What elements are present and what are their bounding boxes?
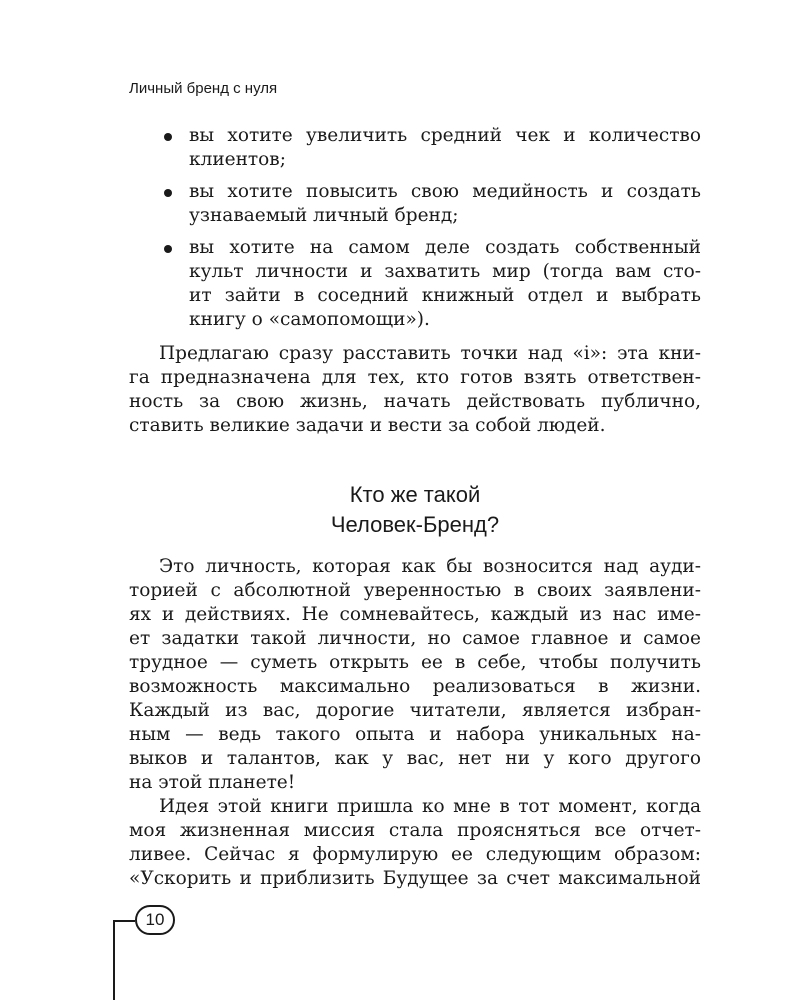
page-number-marker (113, 900, 193, 1000)
section-heading-line: Человек-Бренд? (330, 512, 500, 537)
section-heading-line: Кто же такой (349, 482, 481, 507)
bullet-item (129, 124, 701, 172)
paragraph-line: выков и талантов, как у вас, нет ни у кого другого (129, 748, 701, 769)
bullet-list (129, 124, 701, 340)
paragraph-line: ях и действиях. Не сомневайтесь, каждый из нас име- (129, 604, 701, 625)
page-number-rule (113, 920, 115, 1000)
bullet-dot (164, 189, 172, 197)
page-number-rule (113, 920, 135, 922)
section-heading (129, 480, 701, 540)
bullet-item (129, 180, 701, 228)
paragraph-line: Предлагаю сразу расставить точки над «i»: эта кни- (159, 343, 701, 364)
bullet-line: узнаваемый личный бренд; (189, 205, 459, 226)
paragraph-line: моя жизненная миссия стала проясняться все отчет- (129, 820, 701, 841)
bullet-line: книгу о «самопомощи»). (189, 309, 430, 330)
bullet-item (129, 236, 701, 332)
paragraph-line: возможность максимально реализоваться в жизни. (129, 676, 701, 697)
bullet-line: клиентов; (189, 149, 286, 170)
bullet-line: ит зайти в соседний книжный отдел и выбрать (189, 285, 701, 306)
paragraph-line: ным — ведь такого опыта и набора уникальных на- (129, 724, 701, 745)
bullet-line: вы хотите повысить свою медийность и создать (189, 181, 701, 202)
running-header: Личный бренд с нуля (129, 80, 278, 97)
paragraph-line: Каждый из вас, дорогие читатели, является избран- (129, 700, 701, 721)
paragraph-line: га предназначена для тех, кто готов взять ответствен- (129, 367, 701, 388)
paragraph-line: Это личность, которая как бы возносится над ауди- (159, 556, 701, 577)
paragraph-line: ливее. Сейчас я формулирую ее следующим образом: (129, 844, 701, 865)
paragraph-line: ность за свою жизнь, начать действовать публично, (129, 391, 701, 412)
bullet-line: вы хотите на самом деле создать собственный (189, 237, 701, 258)
bullet-dot (164, 245, 172, 253)
bullet-line: культ личности и захватить мир (тогда вам сто- (189, 261, 701, 282)
paragraph-line: «Ускорить и приблизить Будущее за счет максимальной (129, 868, 701, 889)
paragraph-line: ставить великие задачи и вести за собой людей. (129, 415, 606, 436)
paragraph-line: торией с абсолютной уверенностью в своих заявлени- (129, 580, 701, 601)
paragraph-line: трудное — суметь открыть ее в себе, чтобы получить (129, 652, 701, 673)
second-paragraph (129, 795, 701, 891)
page-number: 10 (135, 905, 175, 935)
paragraph-line: на этой планете! (129, 772, 296, 793)
bullet-line: вы хотите увеличить средний чек и количество (189, 125, 701, 146)
paragraph-line: Идея этой книги пришла ко мне в тот момент, когда (159, 796, 701, 817)
intro-paragraph (129, 342, 701, 438)
bullet-dot (164, 133, 172, 141)
main-paragraph (129, 555, 701, 795)
paragraph-line: ет задатки такой личности, но самое главное и самое (129, 628, 701, 649)
